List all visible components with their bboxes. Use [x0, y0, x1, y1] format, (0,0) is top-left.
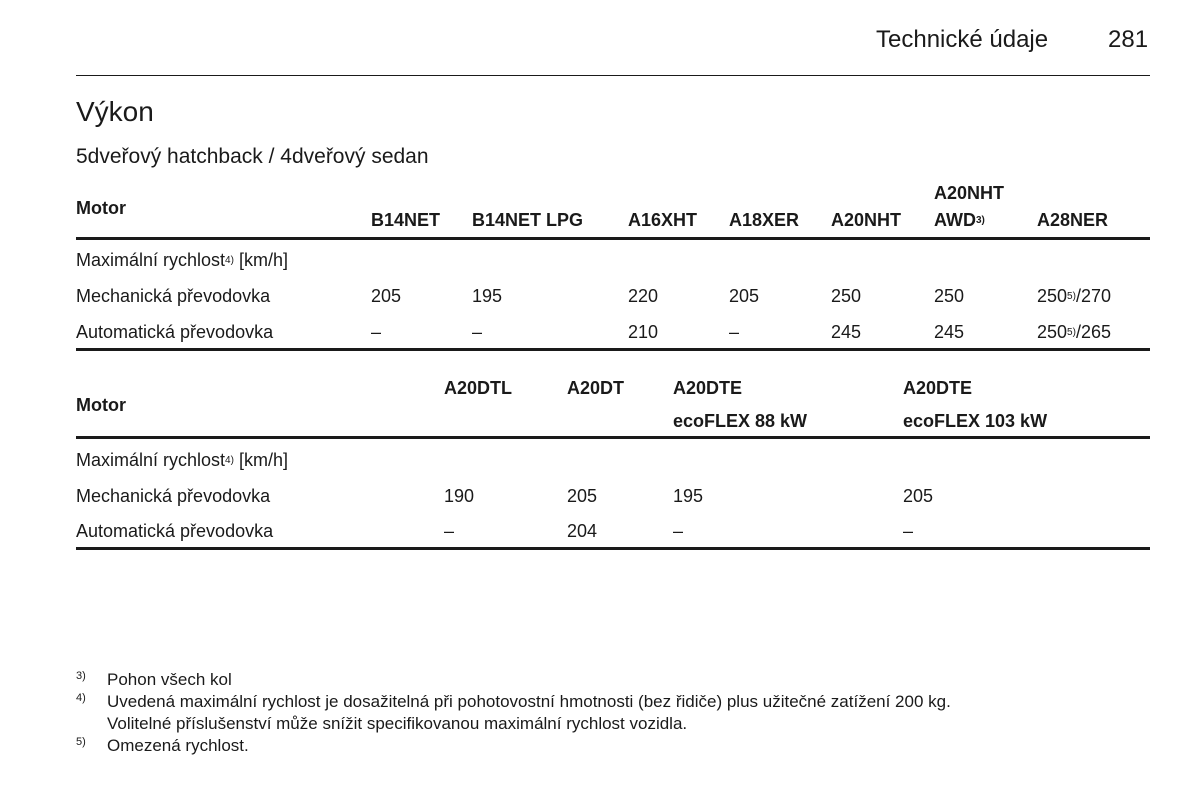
table1-auto-b14net-lpg: –	[472, 322, 483, 342]
table2-header-rule	[76, 436, 1150, 439]
table1-engine-a18xer: A18XER	[729, 210, 800, 230]
table1-bottom-rule	[76, 348, 1150, 351]
footnote-ref-3: 3)	[976, 215, 985, 226]
table1-auto-b14net: –	[371, 322, 382, 342]
table2-engine-a20dtl: A20DTL	[444, 378, 513, 398]
table1-engine-a16xht: A16XHT	[628, 210, 698, 230]
table1-manual-a20nht: 250	[831, 286, 862, 306]
table2-engine-a20dte-103: A20DTE	[903, 378, 973, 398]
table1-engine-a28ner: A28NER	[1037, 210, 1109, 230]
table2-manual-a20dtl: 190	[444, 486, 475, 506]
footnote-ref-4: 4)	[225, 255, 234, 266]
page-subtitle: 5dveřový hatchback / 4dveřový sedan	[76, 145, 429, 168]
table2-motor-header: Motor	[76, 395, 126, 415]
table1-engine-a20nht: A20NHT	[831, 210, 902, 230]
table2-engine-a20dt: A20DT	[567, 378, 625, 398]
table1-engine-awd-label: AWD$^{3)}$	[934, 210, 985, 230]
table1-engine-b14net: B14NET	[371, 210, 441, 230]
footnote-5-mark: 5)	[76, 736, 86, 748]
table1-manual-label: Mechanická převodovka	[76, 286, 271, 306]
table2-manual-a20dte-103: 205	[903, 486, 934, 506]
section-title: Technické údaje	[876, 26, 1049, 53]
footnote-ref-5: 5)	[1067, 291, 1076, 302]
footnote-4-mark: 4)	[76, 692, 86, 704]
footnote-3-text: Pohon všech kol	[107, 670, 232, 689]
table1-auto-a18xer: –	[729, 322, 740, 342]
table2-engine-ecoflex-103: ecoFLEX 103 kW	[903, 411, 1048, 431]
page-number: 281	[1108, 26, 1149, 53]
table1-motor-header: Motor	[76, 198, 126, 218]
table1-auto-a28ner: 250$^{5)}$/265	[1037, 322, 1111, 342]
table2-manual-a20dte-88: 195	[673, 486, 704, 506]
table2-max-speed-label: Maximální rychlost$^{4)}$ [km/h]	[76, 450, 288, 470]
table1-manual-a16xht: 220	[628, 286, 659, 306]
table1-auto-a16xht: 210	[628, 322, 659, 342]
table2-auto-a20dte-88: –	[673, 521, 684, 541]
table1-header-rule	[76, 237, 1150, 240]
table1-engine-a20nht-awd: A20NHT	[934, 183, 1005, 203]
table2-auto-label: Automatická převodovka	[76, 521, 274, 541]
page-title: Výkon	[76, 96, 154, 127]
table1-auto-a20nht: 245	[831, 322, 862, 342]
table1-engine-b14net-lpg: B14NET LPG	[472, 210, 584, 230]
table1-manual-a18xer: 205	[729, 286, 760, 306]
footnote-ref-5: 5)	[1067, 327, 1076, 338]
table1-manual-a20nht-awd: 250	[934, 286, 965, 306]
footnote-ref-4: 4)	[225, 455, 234, 466]
table1-auto-label: Automatická převodovka	[76, 322, 274, 342]
header-divider	[76, 75, 1150, 76]
table2-bottom-rule	[76, 547, 1150, 550]
table2-auto-a20dt: 204	[567, 521, 598, 541]
footnote-5-text: Omezená rychlost.	[107, 736, 249, 755]
table1-max-speed-label: Maximální rychlost$^{4)}$ [km/h]	[76, 250, 288, 270]
footnote-3-mark: 3)	[76, 670, 86, 682]
table2-manual-label: Mechanická převodovka	[76, 486, 271, 506]
table1-auto-a20nht-awd: 245	[934, 322, 965, 342]
table1-manual-b14net-lpg: 195	[472, 286, 503, 306]
table2-engine-ecoflex-88: ecoFLEX 88 kW	[673, 411, 808, 431]
table2-auto-a20dtl: –	[444, 521, 455, 541]
table2-engine-a20dte-88: A20DTE	[673, 378, 743, 398]
table2-manual-a20dt: 205	[567, 486, 598, 506]
footnote-4-text: Uvedená maximální rychlost je dosažitelná při pohotovostní hmotnosti (bez řidiče) plus užitečné zatížení 200 kg.	[107, 692, 951, 711]
table1-manual-b14net: 205	[371, 286, 402, 306]
footnote-4-text-2: Volitelné příslušenství může snížit specifikovanou maximální rychlost vozidla.	[107, 714, 688, 733]
table2-auto-a20dte-103: –	[903, 521, 914, 541]
table1-manual-a28ner: 250$^{5)}$/270	[1037, 286, 1111, 306]
